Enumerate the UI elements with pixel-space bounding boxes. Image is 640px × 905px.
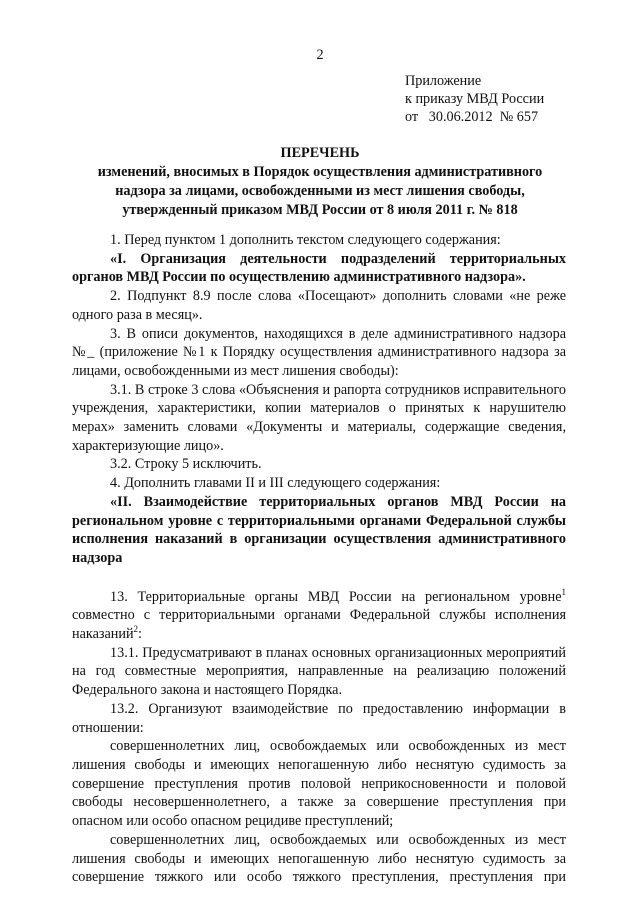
document-subtitle — [0, 163, 640, 220]
appendix-line-3 — [405, 108, 544, 126]
appendix-block — [405, 72, 544, 126]
document-title: ПЕРЕЧЕНЬ — [280, 145, 360, 161]
appendix-line-1: Приложение — [405, 73, 482, 89]
paragraph-3: 3. В описи документов, находящихся в деле административного надзора №_ (приложение №1 к Порядку осуществления административного надзора за лицами, освобожденными из мест лишения свободы): — [72, 325, 566, 379]
appendix-from-label: от — [405, 109, 419, 125]
appendix-number: 657 — [516, 109, 539, 125]
page-number: 2 — [316, 47, 324, 63]
subtitle-line-2: надзора за лицами, освобожденными из мест лишения свободы, — [115, 183, 525, 199]
paragraph-13: 13. Территориальные органы МВД России на региональном уровне$^1$ совместно с территориальными органами Федеральной службы исполнения наказаний$^2$: — [72, 586, 566, 643]
paragraph-1: 1. Перед пунктом 1 дополнить текстом следующего содержания: — [110, 232, 501, 248]
paragraph-13-1: 13.1. Предусматривают в планах основных организационных мероприятий на год совместные мероприятия, направленные на реализацию положений Федерального закона и настоящего Порядка. — [72, 644, 566, 699]
paragraph-13-2-item-b: совершеннолетних лиц, освобождаемых или освобожденных из мест лишения свободы и имеющих непогашенную либо неснятую судимость за совершение тяжкого или особо тяжкого преступления, преступления при — [72, 831, 566, 886]
paragraph-3-1: 3.1. В строке 3 слова «Объяснения и рапорта сотрудников исправительного учреждения, характеристики, копии материалов о принятых к нарушителю мерах» заменить словами «Документы и материалы, содержащие сведения, характеризующие лицо». — [72, 381, 566, 454]
footnote-ref-2: 2 — [133, 624, 139, 635]
document-body — [72, 231, 566, 887]
paragraph-1-section-title: «I. Организация деятельности подразделений территориальных органов МВД России по осуществлению административного надзора». — [72, 250, 566, 286]
paragraph-4: 4. Дополнить главами II и III следующего содержания: — [110, 475, 441, 492]
footnote-ref-1: 1 — [561, 586, 566, 597]
appendix-date: 30.06.2012 — [428, 109, 493, 125]
subtitle-line-3: утвержденный приказом МВД России от 8 июля 2011 г. № 818 — [122, 202, 518, 218]
appendix-line-2: к приказу МВД России — [405, 91, 545, 107]
paragraph-13-2: 13.2. Организуют взаимодействие по предоставлению информации в отношении: — [72, 700, 566, 736]
appendix-number-label: № — [499, 109, 514, 125]
paragraph-4-section-title: «II. Взаимодействие территориальных органов МВД России на региональном уровне с территориальными органами Федеральной службы исполнения наказаний в организации осуществления административного надзора — [72, 493, 566, 566]
paragraph-2: 2. Подпункт 8.9 после слова «Посещают» дополнить словами «не реже одного раза в месяц». — [72, 288, 566, 323]
subtitle-line-1: изменений, вносимых в Порядок осуществления административного — [97, 164, 543, 180]
paragraph-3-2: 3.2. Строку 5 исключить. — [110, 456, 262, 473]
paragraph-13-2-item-a: совершеннолетних лиц, освобождаемых или освобожденных из мест лишения свободы и имеющих непогашенную либо неснятую судимость за совершение преступления против половой неприкосновенности и половой свободы несовершеннолетнего, а также за совершение преступления при опасном или особо опасном рецидиве преступлений; — [72, 738, 566, 830]
